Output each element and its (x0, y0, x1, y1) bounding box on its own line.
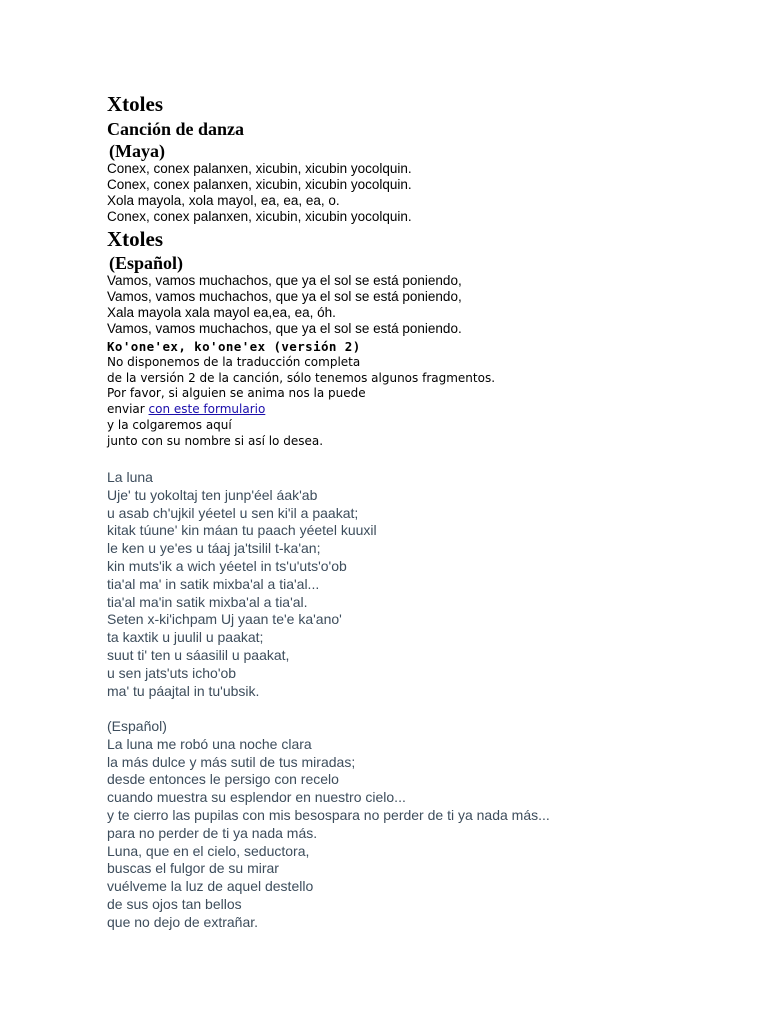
lyric-line: Conex, conex palanxen, xicubin, xicubin yocolquin. (107, 161, 412, 176)
koneex-heading: Ko'one'ex, ko'one'ex (versión 2) (107, 339, 361, 354)
notice-line-prefix: enviar (107, 402, 149, 417)
poem-line: Uje' tu yokoltaj ten junp'éel áak'ab (107, 486, 318, 503)
poem-line: y te cierro las pupilas con mis besospara no perder de ti ya nada más... (107, 806, 550, 823)
maya-lyrics (107, 161, 412, 225)
notice-line: y la colgaremos aquí (107, 417, 232, 432)
poem-maya (107, 469, 377, 700)
poem-line: buscas el fulgor de su mirar (107, 860, 279, 877)
poem-line: Seten x-ki'ichpam Uj yaan te'e ka'ano' (107, 611, 342, 628)
poem-line: vuélveme la luz de aquel destello (107, 878, 314, 895)
poem-line: Luna, que en el cielo, seductora, (107, 842, 310, 859)
poem-line: la más dulce y más sutil de tus miradas; (107, 753, 356, 770)
poem-line: para no perder de ti ya nada más. (107, 824, 318, 841)
form-link[interactable]: con este formulario (148, 402, 266, 417)
lyric-line: Conex, conex palanxen, xicubin, xicubin yocolquin. (107, 177, 412, 192)
language-label-spanish: (Español) (109, 253, 184, 273)
poem-line: tia'al ma' in satik mixba'al a tia'al... (107, 575, 320, 592)
poem-line: La luna me robó una noche clara (107, 735, 312, 752)
song-title-maya: Xtoles (107, 92, 163, 116)
poem-line: u asab ch'ujkil yéetel u sen ki'il a paakat; (107, 504, 359, 521)
lyric-line: Xala mayola xala mayol ea,ea, ea, óh. (107, 305, 336, 320)
poem-line: le ken u ye'es u táaj ja'tsilil t-ka'an; (107, 540, 321, 557)
song-title-spanish: Xtoles (107, 227, 163, 251)
lyric-line: Vamos, vamos muchachos, que ya el sol se está poniendo, (107, 289, 462, 304)
poem-line: de sus ojos tan bellos (107, 895, 242, 912)
poem-line: tia'al ma'in satik mixba'al a tia'al. (107, 593, 308, 610)
spanish-lyrics (107, 273, 462, 337)
notice-line (107, 402, 495, 418)
poem-line: u sen jats'uts icho'ob (107, 664, 237, 681)
notice-line: junto con su nombre si así lo desea. (107, 433, 324, 448)
poem-line: kitak túune' kin máan tu paach yéetel kuuxil (107, 522, 377, 539)
notice-line: No disponemos de la traducción completa (107, 355, 361, 369)
poem-line: que no dejo de extrañar. (107, 913, 259, 930)
poem-line: desde entonces le persigo con recelo (107, 771, 339, 788)
poem-spanish (107, 718, 550, 932)
lyric-line: Xola mayola, xola mayol, ea, ea, ea, o. (107, 193, 340, 208)
poem-line: La luna (107, 469, 153, 485)
song-subtitle: Canción de danza (107, 119, 245, 139)
lyric-line: Conex, conex palanxen, xicubin, xicubin yocolquin. (107, 209, 412, 224)
poem-line: suut ti' ten u sáasilil u paakat, (107, 646, 290, 663)
poem-line: kin muts'ik a wich yéetel in ts'u'uts'o'ob (107, 557, 347, 574)
poem-line: ta kaxtik u juulil u paakat; (107, 629, 264, 646)
poem-line: ma' tu páajtal in tu'ubsik. (107, 682, 260, 699)
language-label-maya: (Maya) (109, 141, 165, 161)
poem-line: (Español) (107, 718, 167, 734)
lyric-line: Vamos, vamos muchachos, que ya el sol se está poniendo. (107, 321, 462, 336)
notice-line: de la versión 2 de la canción, sólo tenemos algunos fragmentos. (107, 370, 496, 385)
translation-notice (107, 355, 495, 449)
poem-line: cuando muestra su esplendor en nuestro cielo... (107, 789, 406, 806)
lyric-line: Vamos, vamos muchachos, que ya el sol se está poniendo, (107, 273, 462, 288)
notice-line: Por favor, si alguien se anima nos la puede (107, 386, 366, 401)
